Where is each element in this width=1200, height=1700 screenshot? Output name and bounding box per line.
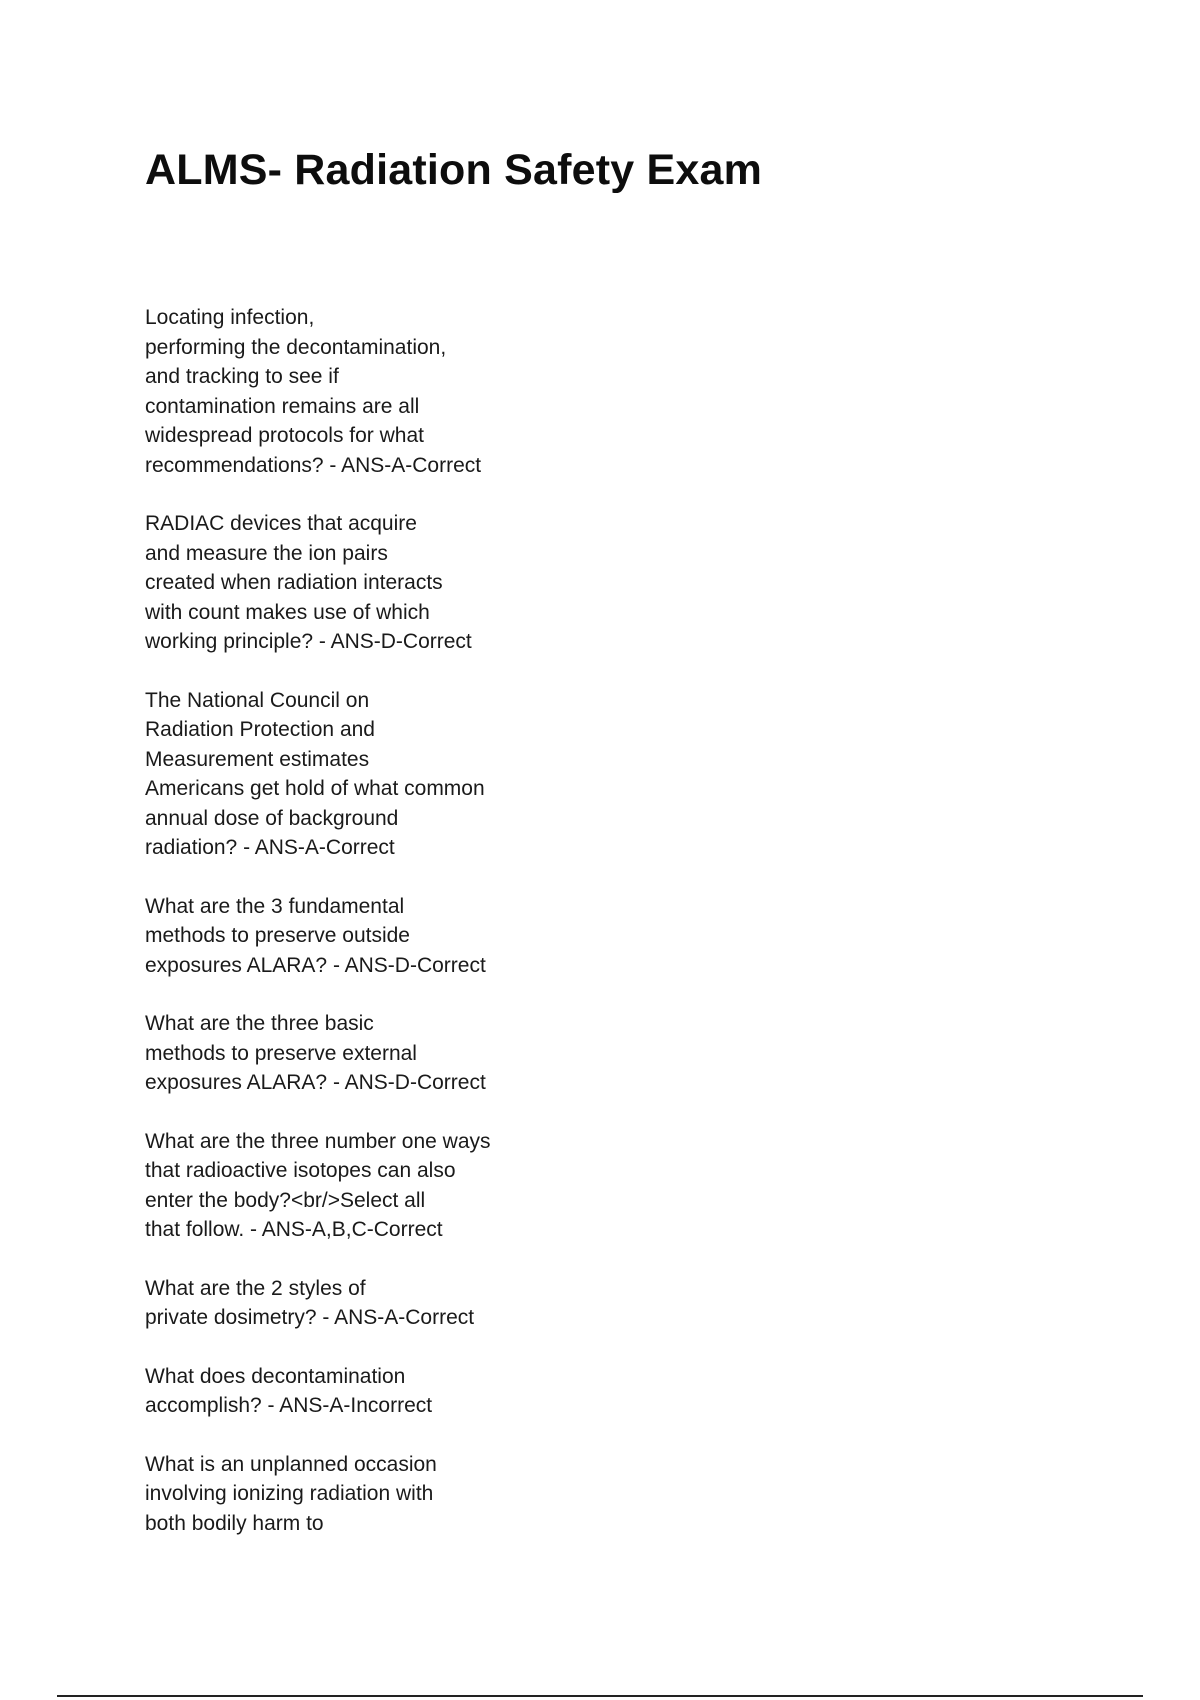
question-text-line: annual dose of background [145,806,399,830]
question-text-line: that radioactive isotopes can also [145,1159,456,1182]
question-answer-list [145,303,565,1567]
page-title: ALMS- Radiation Safety Exam [145,146,763,194]
question-text-line: enter the body?<br/>Select all [145,1188,426,1212]
question-answer-line: private dosimetry? - ANS-A-Correct [145,1306,475,1329]
question-item-9 [145,1450,565,1539]
question-text-line: and measure the ion pairs [145,541,388,565]
question-answer-line: recommendations? - ANS-A-Correct [145,453,482,477]
question-answer-line: working principle? - ANS-D-Correct [145,630,472,653]
question-text-line: Radiation Protection and [145,718,375,741]
question-text-line: performing the decontamination, [145,335,447,359]
question-answer-line: exposures ALARA? - ANS-D-Correct [145,1071,486,1094]
question-text-line: methods to preserve external [145,1041,417,1065]
question-item-4 [145,892,565,981]
question-text-line: methods to preserve outside [145,924,410,947]
question-item-8 [145,1362,565,1421]
question-text-line: Measurement estimates [145,747,370,771]
question-item-2 [145,509,565,657]
question-text-line: What are the three number one ways [145,1129,491,1153]
question-answer-line: accomplish? - ANS-A-Incorrect [145,1394,433,1417]
question-item-7 [145,1274,565,1333]
question-item-5 [145,1009,565,1098]
question-text-line: The National Council on [145,688,370,712]
question-text-line: involving ionizing radiation with [145,1482,434,1505]
question-text-line: contamination remains are all [145,394,420,418]
question-item-1 [145,303,565,480]
question-text-line: created when radiation interacts [145,571,443,594]
question-text-line: What is an unplanned occasion [145,1452,437,1476]
question-answer-line: exposures ALARA? - ANS-D-Correct [145,953,486,977]
question-item-6 [145,1127,565,1245]
question-text-line: both bodily harm to [145,1511,324,1535]
question-text-line: and tracking to see if [145,365,339,388]
question-text-line: with count makes use of which [145,600,430,624]
question-text-line: RADIAC devices that acquire [145,512,417,535]
question-text-line: widespread protocols for what [145,424,424,447]
question-item-3 [145,686,565,863]
question-text-line: Americans get hold of what common [145,777,485,800]
question-answer-line: radiation? - ANS-A-Correct [145,836,395,859]
question-text-line: What does decontamination [145,1364,406,1388]
question-text-line: What are the 2 styles of [145,1276,366,1300]
question-answer-line: that follow. - ANS-A,B,C-Correct [145,1218,443,1241]
question-text-line: What are the three basic [145,1012,374,1035]
page-bottom-rule [57,1695,1143,1697]
question-text-line: Locating infection, [145,306,315,329]
question-text-line: What are the 3 fundamental [145,894,405,918]
